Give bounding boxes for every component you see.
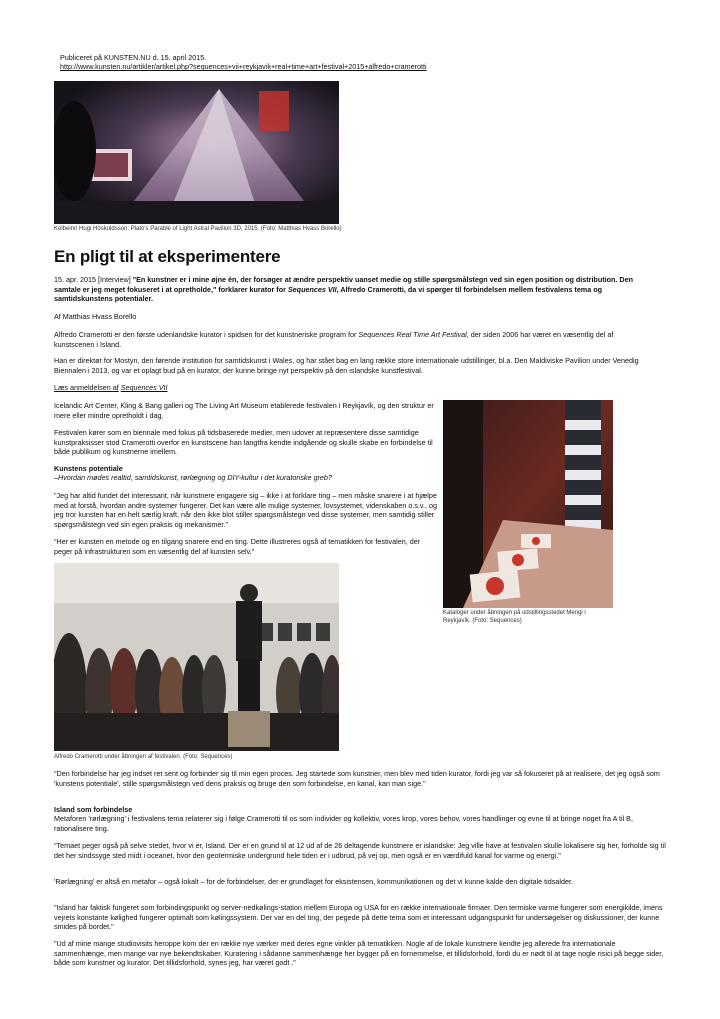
catalogue-photo-image bbox=[443, 400, 613, 608]
review-link-title[interactable]: Sequences VII bbox=[120, 383, 168, 392]
heading-potential: Kunstens potentiale bbox=[54, 464, 123, 473]
catalogue-photo-caption: Kataloger under åbningen på udstillingsstedet Mengi i Reykjavík. (Foto: Sequences) bbox=[443, 610, 586, 624]
opening-photo-image bbox=[54, 563, 339, 751]
paragraph-systems: "Jeg har altid fundet det interessant, når kunstnere engagere sig – ikke i at forklare ting – men måske snarere i at hjælpe med at forstå, hvordan andre systemer fungerer. Det kan være alle mulige systemer, lovsystemet, videnskaben o.s.v., og jeg tror kunsten har en helt særlig kraft, når den ikke blot stiller spørgsmålstegn ved disse systemer, men samtidig stiller spørgsmålstegn ved sin egen praksis og mekanismer." bbox=[54, 491, 437, 529]
paragraph-director: Han er direktør for Mostyn, den førende institution for samtidskunst i Wales, og har stået bag en lang række store internationale udstillinger, bl.a. Den Maldiviske Pavilion under Venedig Biennalen i 2013, og var et oplagt bud på en kurator, der kunne bringe nyt perspektiv på den islandske kunstfestival. bbox=[54, 356, 639, 375]
paragraph-intro-a: Alfredo Cramerotti er den første udenlandske kurator i spidsen for det kunstneriske program for bbox=[54, 330, 357, 339]
paragraph-metaphor: Metaforen 'rørlægning' i festivalens tema relaterer sig i følge Cramerotti til os som individer og kollektiv, vores krop, vores behov, vores handlinger og evne til at bringe noget fra A til B, rationalisere ting. bbox=[54, 814, 633, 833]
article-url-link[interactable]: http://www.kunsten.nu/artikler/artikel.php?sequences+vii+reykjavik+real+time+art+festival+2015+alfredo+cramerotti bbox=[60, 62, 427, 71]
paragraph-founders: Icelandic Art Center, Kling & Bang galleri og The Living Art Museum etablerede festivalen i Reykjavík, og den struktur er mere eller mindre opretholdt i dag. bbox=[54, 401, 434, 420]
review-link[interactable] bbox=[54, 383, 168, 393]
paragraph-pipelines: 'Rørlægning' er altså en metafor – også lokalt – for de forbindelser, der er grundlaget for eksistensen, kommunikationen og det vi kunne kalde den digitale tidsalder. bbox=[54, 877, 573, 886]
paragraph-connection: "Den forbindelse har jeg indset ret sent og forbinder sig til min egen proces. Jeg startede som kunstner, men blev med tiden kurator, fordi jeg var så fokuseret på at realisere, det jeg også som 'kunstens potentiale', stille spørgsmålstegn ved dens praksis og bruge den som forbindelse, en kanal, kan man sige." bbox=[54, 769, 660, 788]
paragraph-method: "Her er kunsten en metode og en tilgang snarere end en ting. Dette illustreres også af tematikken for festivalen, der peger på infrastrukturen som en væsentlig del af kunsten selv." bbox=[54, 537, 421, 556]
lead-rest: , Alfredo Cramerotti, da vi spørger til forbindelsen mellem festivalens tema og samtidskunstens potentialer. bbox=[54, 284, 602, 303]
question-potential bbox=[54, 473, 332, 483]
paragraph-place: "Temaet peger også på selve stedet, hvor vi er, Island. Der er en grund til at 12 ud af de 26 deltagende kunstnere er islandske: Jeg ville have at festivalen skulle lokalisere sig her, forholde sig til det her sindssyge sted midt i oceanet, hvor den geotermiske undergrund hele tiden er i udbrud, på vej op, men også er en værdifuld kanal for varme og energi." bbox=[54, 841, 666, 860]
paragraph-intro bbox=[54, 330, 654, 349]
article-title: En pligt til at eksperimentere bbox=[54, 247, 281, 266]
catalogue-photo bbox=[443, 400, 613, 608]
paragraph-server: "Island har faktisk fungeret som forbindingspunkt og server-nedkølings-station mellem Europa og USA for en række internationale firmaer. Den termiske varme fungerer som energikilde, imens vejrets konstante kølighed fungerer optimalt som kølingssystem. Der var en del ting, der pegede på dette tema som et interessant udgangspunkt for undersøgelser og diskussioner, der kunne smides på bordet." bbox=[54, 903, 663, 931]
lead-festival: Sequences VII bbox=[287, 284, 337, 294]
installation-photo-image bbox=[54, 81, 339, 224]
opening-photo-caption: Alfredo Cramerotti under åbningen af festivalen. (Foto: Sequences) bbox=[54, 754, 233, 760]
heading-island: Island som forbindelse bbox=[54, 805, 133, 814]
question-potential-text: –Hvordan mødes realtid, samtidskunst, rørlægning og DIY-kultur i det kuratoriske greb? bbox=[54, 473, 332, 482]
paragraph-studiovisits: "Ud af mine mange studiovisits heroppe kom der en række nye værker med deres egne vinkler på tematikken. Nogle af de lokale kunstnere kendte jeg allerede fra internationale sammenhænge, men mange var nye bekendtskaber. Kuratering i sådanne sammenhænge her bygger på en fornemmelse, et tillidsforhold, fordi du er nødt til at tage nogle risici på begge sider, både som kunstner og kurator. Det tillidsforhold, synes jeg, har været godt ." bbox=[54, 939, 664, 967]
opening-photo bbox=[54, 563, 339, 751]
review-link-text[interactable]: Læs anmeldelsen af bbox=[54, 383, 119, 392]
lead-quote: "En kunstner er i mine øjne én, der forsøger at ændre perspektiv uanset medie og stille spørgsmålstegn ved sin egen position og distribution. Den samtale er jeg meget fokuseret i at opretholde," forklarer kurator for bbox=[54, 275, 633, 294]
lead-date: 15. apr. 2015 [Interview] bbox=[54, 275, 131, 284]
byline: Af Matthias Hvass Borello bbox=[54, 312, 137, 321]
article-lead bbox=[54, 275, 654, 304]
paragraph-intro-b: , der siden 2006 har været en væsentlig del af kunstscenen i Island. bbox=[54, 330, 614, 349]
publication-note: Publiceret på KUNSTEN.NU d. 15. april 2015. bbox=[60, 53, 207, 62]
installation-photo bbox=[54, 81, 339, 224]
paragraph-intro-festival: Sequences Real Time Art Festival bbox=[358, 330, 467, 339]
paragraph-biennale: Festivalen kører som en biennale med fokus på tidsbaserede medier, men udover at repræsentere disse samtidige kunstpraksisser stod Cramerotti overfor en kunstscene han langtfra kendte indgående og skulle skabe en forbindelse til både publikum og kunstnerne imellem. bbox=[54, 428, 433, 456]
installation-photo-caption: Kolbeinn Hugi Höskuldsson: Plato's Parable of Light Astral Pavilion 3D, 2015. (Foto: Matthias Hvass Borello) bbox=[54, 226, 342, 232]
